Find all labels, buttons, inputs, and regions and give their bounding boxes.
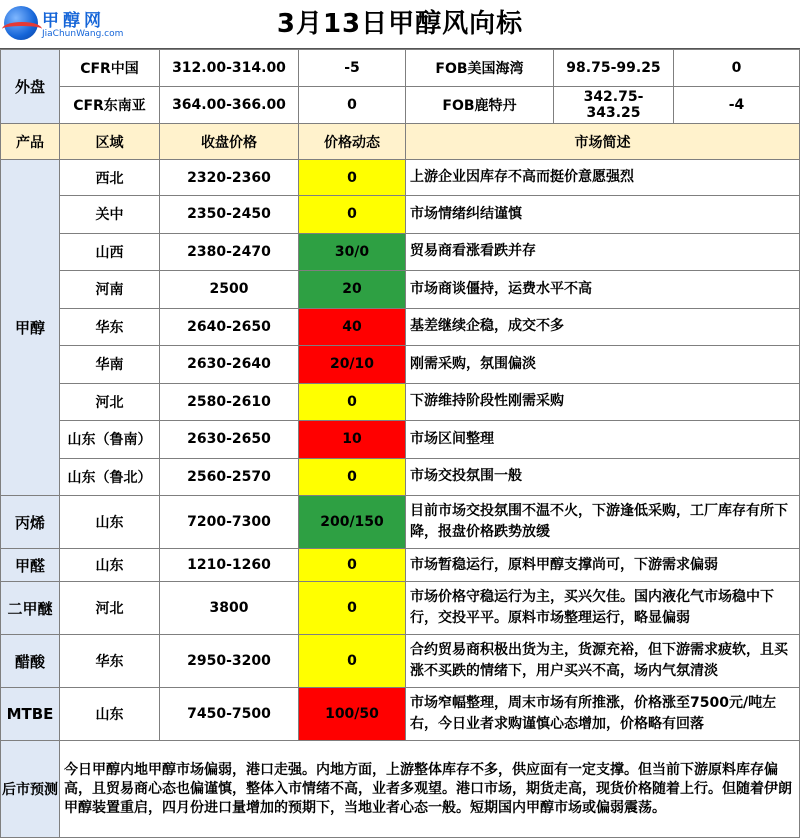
column-product: 产品 [1,124,60,160]
external-price: 98.75-99.25 [554,50,674,87]
price-cell: 1210-1260 [160,549,299,582]
region-cell: 山东 [60,549,160,582]
region-cell: 山西 [60,233,160,271]
region-cell: 山东（鲁北） [60,458,160,496]
change-cell: 100/50 [299,688,406,741]
summary-cell: 贸易商看涨看跌并存 [406,233,800,271]
table-row [1,458,800,496]
change-cell: 0 [299,383,406,421]
external-change: -4 [674,87,800,124]
table-row [1,160,800,196]
region-cell: 河南 [60,271,160,309]
external-row [1,87,800,124]
price-cell: 3800 [160,582,299,635]
region-cell: 西北 [60,160,160,196]
product-name: 二甲醚 [1,582,60,635]
change-cell: 0 [299,549,406,582]
page-title: 3月13日甲醇风向标 [276,9,524,39]
summary-cell: 基差继续企稳，成交不多 [406,308,800,346]
region-cell: 关中 [60,196,160,234]
summary-cell: 合约贸易商积极出货为主，货源充裕，但下游需求疲软，且买涨不买跌的情绪下，用户买兴不高，场内气氛清淡 [406,635,800,688]
price-cell: 2560-2570 [160,458,299,496]
change-cell: 10 [299,421,406,459]
external-name: FOB鹿特丹 [406,87,554,124]
change-cell: 0 [299,160,406,196]
column-header-row [1,124,800,160]
summary-cell: 市场窄幅整理，周末市场有所推涨，价格涨至7500元/吨左右，今日业者求购谨慎心态增加，价格略有回落 [406,688,800,741]
summary-cell: 市场商谈僵持，运费水平不高 [406,271,800,309]
product-name: 醋酸 [1,635,60,688]
change-cell: 0 [299,458,406,496]
table-row [1,635,800,688]
change-cell: 0 [299,582,406,635]
price-cell: 2640-2650 [160,308,299,346]
header [0,0,800,49]
region-cell: 山东 [60,688,160,741]
summary-cell: 市场区间整理 [406,421,800,459]
price-cell: 2950-3200 [160,635,299,688]
change-cell: 40 [299,308,406,346]
table-row [1,196,800,234]
table-row [1,421,800,459]
forecast-row [1,741,800,838]
change-cell: 0 [299,635,406,688]
external-label: 外盘 [1,50,60,124]
external-name: CFR东南亚 [60,87,160,124]
external-name: FOB美国海湾 [406,50,554,87]
summary-cell: 下游维持阶段性刚需采购 [406,383,800,421]
price-cell: 2350-2450 [160,196,299,234]
table-row [1,496,800,549]
summary-cell: 上游企业因库存不高而挺价意愿强烈 [406,160,800,196]
price-cell: 2580-2610 [160,383,299,421]
summary-cell: 市场暂稳运行，原料甲醇支撑尚可，下游需求偏弱 [406,549,800,582]
summary-cell: 市场价格守稳运行为主，买兴欠佳。国内液化气市场稳中下行，交投平平。原料市场整理运行，略显偏弱 [406,582,800,635]
external-change: -5 [299,50,406,87]
report-table [0,49,800,838]
region-cell: 华东 [60,308,160,346]
price-cell: 2380-2470 [160,233,299,271]
column-region: 区域 [60,124,160,160]
product-name: 甲醛 [1,549,60,582]
table-row [1,688,800,741]
external-change: 0 [299,87,406,124]
logo-cn-text: 甲醇网 [42,11,105,31]
column-price: 收盘价格 [160,124,299,160]
product-name: 甲醇 [1,160,60,496]
price-cell: 2630-2650 [160,421,299,459]
external-name: CFR中国 [60,50,160,87]
region-cell: 华南 [60,346,160,384]
forecast-label: 后市预测 [1,741,60,838]
forecast-text: 今日甲醇内地甲醇市场偏弱，港口走强。内地方面，上游整体库存不多，供应面有一定支撑。但当前下游原料库存偏高，且贸易商心态也偏谨慎，整体入市情绪不高，业者多观望。港口市场，期货走高，现货价格随着上行。但随着伊朗甲醇装置重启，四月份进口量增加的预期下，当地业者心态一般。短期国内甲醇市场或偏弱震荡。 [60,741,800,838]
region-cell: 河北 [60,582,160,635]
change-cell: 20/10 [299,346,406,384]
table-row [1,383,800,421]
price-cell: 2630-2640 [160,346,299,384]
column-change: 价格动态 [299,124,406,160]
change-cell: 20 [299,271,406,309]
product-name: 丙烯 [1,496,60,549]
change-cell: 200/150 [299,496,406,549]
change-cell: 30/0 [299,233,406,271]
external-price: 312.00-314.00 [160,50,299,87]
price-cell: 7200-7300 [160,496,299,549]
summary-cell: 市场交投氛围一般 [406,458,800,496]
table-row [1,233,800,271]
region-cell: 山东 [60,496,160,549]
table-row [1,308,800,346]
product-name: MTBE [1,688,60,741]
logo-en-text: JiaChunWang.com [42,29,124,39]
summary-cell: 市场情绪纠结谨慎 [406,196,800,234]
table-row [1,346,800,384]
price-cell: 7450-7500 [160,688,299,741]
price-cell: 2320-2360 [160,160,299,196]
external-row [1,50,800,87]
region-cell: 山东（鲁南） [60,421,160,459]
summary-cell: 刚需采购，氛围偏淡 [406,346,800,384]
table-row [1,582,800,635]
region-cell: 河北 [60,383,160,421]
external-change: 0 [674,50,800,87]
external-price: 342.75-343.25 [554,87,674,124]
column-summary: 市场简述 [406,124,800,160]
table-row [1,549,800,582]
external-price: 364.00-366.00 [160,87,299,124]
region-cell: 华东 [60,635,160,688]
summary-cell: 目前市场交投氛围不温不火，下游逢低采购，工厂库存有所下降，报盘价格跌势放缓 [406,496,800,549]
price-cell: 2500 [160,271,299,309]
change-cell: 0 [299,196,406,234]
table-row [1,271,800,309]
